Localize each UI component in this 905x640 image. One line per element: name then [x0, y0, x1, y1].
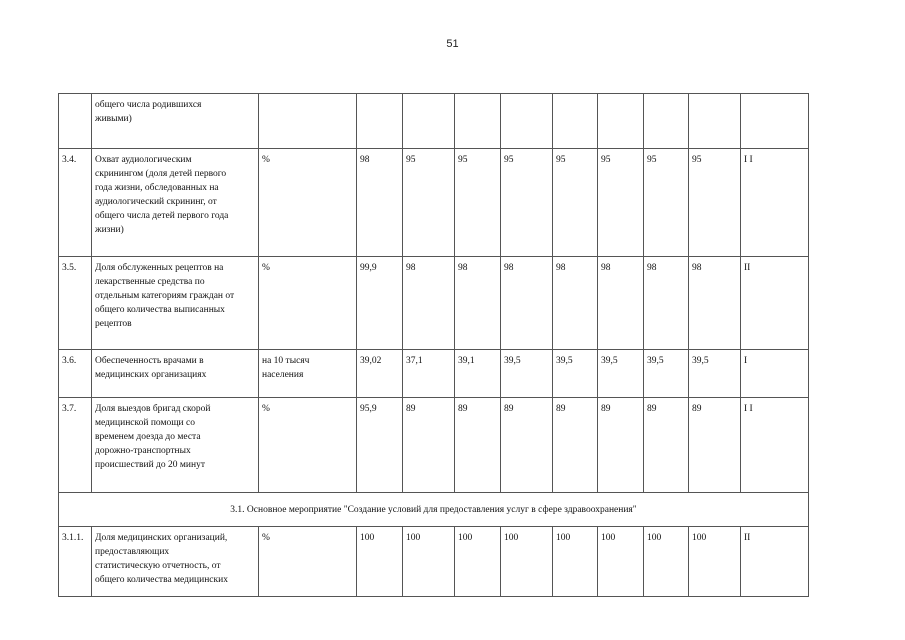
unit-cell: % [259, 398, 357, 493]
value-cell: 100 [644, 527, 689, 597]
value-cell: 39,5 [501, 350, 553, 398]
note-cell [741, 94, 809, 149]
table-row [59, 149, 809, 257]
row-number: 3.1.1. [59, 527, 92, 597]
value-cell: 89 [553, 398, 598, 493]
value-cell: 95 [455, 149, 501, 257]
table-body [59, 94, 809, 597]
note-cell: II [741, 257, 809, 350]
value-cell: 95 [644, 149, 689, 257]
value-cell: 39,5 [598, 350, 644, 398]
value-cell [455, 94, 501, 149]
value-cell: 39,02 [357, 350, 403, 398]
value-cell: 100 [598, 527, 644, 597]
value-cell: 89 [644, 398, 689, 493]
value-cell: 98 [357, 149, 403, 257]
row-number: 3.7. [59, 398, 92, 493]
table-row [59, 94, 809, 149]
value-cell: 95 [689, 149, 741, 257]
section-row [59, 493, 809, 527]
row-number: 3.4. [59, 149, 92, 257]
value-cell: 95 [501, 149, 553, 257]
value-cell: 39,5 [553, 350, 598, 398]
indicator-name: общего числа родившихся живыми) [92, 94, 259, 149]
value-cell [553, 94, 598, 149]
row-number [59, 94, 92, 149]
value-cell: 39,5 [644, 350, 689, 398]
value-cell: 95 [553, 149, 598, 257]
value-cell: 100 [553, 527, 598, 597]
value-cell: 98 [501, 257, 553, 350]
indicators-table [58, 93, 809, 597]
table-row [59, 350, 809, 398]
value-cell: 100 [455, 527, 501, 597]
unit-cell: % [259, 257, 357, 350]
unit-cell: на 10 тысяч населения [259, 350, 357, 398]
unit-cell: % [259, 527, 357, 597]
value-cell [689, 94, 741, 149]
value-cell: 39,5 [689, 350, 741, 398]
value-cell [644, 94, 689, 149]
value-cell [501, 94, 553, 149]
value-cell: 99,9 [357, 257, 403, 350]
row-number: 3.5. [59, 257, 92, 350]
value-cell [598, 94, 644, 149]
value-cell: 100 [403, 527, 455, 597]
indicator-name: Обеспеченность врачами в медицинских организациях [92, 350, 259, 398]
value-cell: 89 [403, 398, 455, 493]
value-cell: 100 [501, 527, 553, 597]
value-cell: 95 [598, 149, 644, 257]
value-cell: 95,9 [357, 398, 403, 493]
value-cell: 100 [689, 527, 741, 597]
table-row [59, 398, 809, 493]
indicator-name: Доля медицинских организаций, предоставляющих статистическую отчетность, от общего количества медицинских [92, 527, 259, 597]
page-number: 51 [446, 38, 459, 50]
value-cell: 89 [455, 398, 501, 493]
note-cell: I I [741, 149, 809, 257]
indicator-name: Доля выездов бригад скорой медицинской помощи со временем доезда до места дорожно-транспортных происшествий до 20 минут [92, 398, 259, 493]
value-cell: 98 [689, 257, 741, 350]
value-cell [403, 94, 455, 149]
note-cell: I I [741, 398, 809, 493]
note-cell: I [741, 350, 809, 398]
value-cell [357, 94, 403, 149]
unit-cell: % [259, 149, 357, 257]
value-cell: 37,1 [403, 350, 455, 398]
value-cell: 98 [403, 257, 455, 350]
value-cell: 98 [644, 257, 689, 350]
value-cell: 89 [689, 398, 741, 493]
value-cell: 95 [403, 149, 455, 257]
value-cell: 98 [598, 257, 644, 350]
table-row [59, 257, 809, 350]
value-cell: 100 [357, 527, 403, 597]
value-cell: 89 [501, 398, 553, 493]
indicator-name: Охват аудиологическим скринингом (доля детей первого года жизни, обследованных на аудиологический скрининг, от общего числа детей первого года жизни) [92, 149, 259, 257]
indicator-name: Доля обслуженных рецептов на лекарственные средства по отдельным категориям граждан от общего количества выписанных рецептов [92, 257, 259, 350]
value-cell: 89 [598, 398, 644, 493]
value-cell: 98 [553, 257, 598, 350]
row-number: 3.6. [59, 350, 92, 398]
value-cell: 98 [455, 257, 501, 350]
unit-cell [259, 94, 357, 149]
note-cell: II [741, 527, 809, 597]
table-row [59, 527, 809, 597]
section-title: 3.1. Основное мероприятие "Создание условий для предоставления услуг в сфере здравоохранения" [59, 493, 809, 527]
value-cell: 39,1 [455, 350, 501, 398]
